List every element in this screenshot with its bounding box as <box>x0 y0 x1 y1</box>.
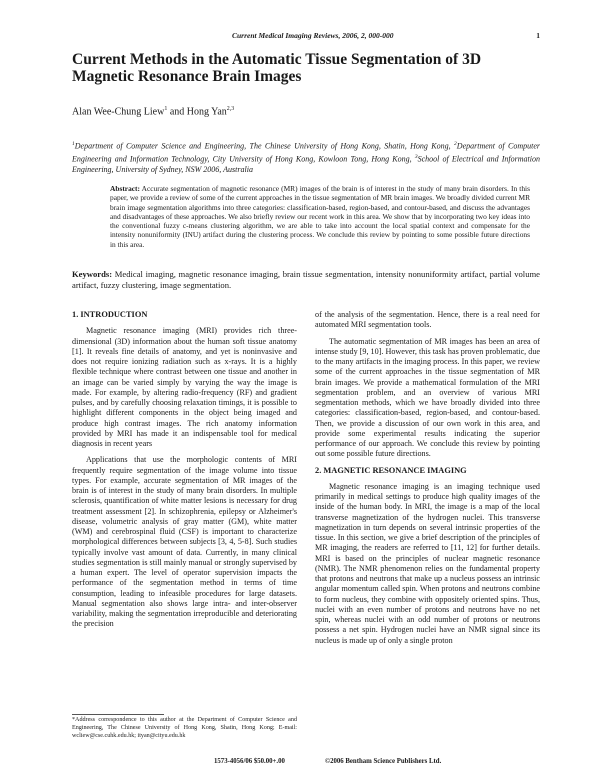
keywords-text: Medical imaging, magnetic resonance imaging, brain tissue segmentation, intensity nonuniformity artifact, partial volume artifact, fuzzy clustering, image segmentation. <box>72 269 540 290</box>
abstract-text: Accurate segmentation of magnetic resonance (MR) images of the brain is of interest in the study of many brain disorders. In this paper, we provide a review of some of the current approaches in the tissue segmentation of MR brain images. We broadly divided current MR brain image segmentation algorithms into three categories: classification-based, region-based, and contour-based, and discuss the advantages and disadvantages of these approaches. We also briefly review our recent work in this area. We show that by incorporating two key ideas into the conventional fuzzy c-means clustering algorithm, we are able to take into account the local spatial context and compensate for the intensity nonuniformity (INU) artifact during the clustering process. We conclude this review by pointing to some possible future directions in this area. <box>110 184 530 249</box>
keywords-label: Keywords: <box>72 269 113 279</box>
keywords <box>72 269 540 291</box>
paragraph: Magnetic resonance imaging (MRI) provides rich three-dimensional (3D) information about the human soft tissue anatomy [1]. It reveals fine details of anatomy, and yet is noninvasive and does not require ionizing radiation such as x-rays. It is a highly flexible technique where contrast between one tissue and another in an image can be varied simply by varying the way the image is made. For example, by altering radio-frequency (RF) and gradient pulses, and by carefully choosing relaxation timings, it is possible to highlight different components in the object being imaged and produce high contrast images. The rich anatomy information provided by MRI has made it an indispensable tool for medical diagnosis in recent years <box>72 326 297 448</box>
affil-mark: 1 <box>72 141 75 147</box>
affiliations <box>72 139 540 175</box>
author-conjunction: and <box>167 106 187 118</box>
paragraph: Magnetic resonance imaging is an imaging technique used primarily in medical settings to produce high quality images of the inside of the human body. In MRI, the image is a map of the local transverse magnetization of the hydrogen nuclei. This transverse magnetization in turn depends on several intrinsic properties of the tissue. In this section, we give a brief description of the principles of MR imaging, the readers are referred to [11, 12] for further details. MRI is based on the principles of nuclear magnetic resonance (NMR). The NMR phenomenon relies on the fundamental property that protons and neutrons that make up a nucleus possess an intrinsic angular momentum called spin. When protons and neutrons combine to form nucleus, they combine with oppositely oriented spins. Thus, nuclei with an even number of protons and neutrons have no net spin, whereas nuclei with an odd number of protons or neutrons possess a net spin. Hydrogen nuclei have an NMR signal since its nucleus is made up of only a single proton <box>315 481 540 645</box>
abstract-label: Abstract: <box>110 184 140 193</box>
copyright: ©2006 Bentham Science Publishers Ltd. <box>325 758 442 765</box>
affiliation: Department of Computer Science and Engineering, The Chinese University of Hong Kong, Shatin, Hong Kong, <box>74 141 451 151</box>
author-list <box>72 106 540 117</box>
correspondence-footnote: *Address correspondence to this author at the Department of Computer Science and Engineering, The Chinese University of Hong Kong, Shatin, Hong Kong; E-mail: wcliew@cse.cuhk.edu.hk; ityan@cityu.edu.hk <box>72 717 297 739</box>
author-name: Hong Yan <box>186 106 227 118</box>
author-affil-mark: 2,3 <box>226 106 235 112</box>
section-heading: 2. MAGNETIC RESONANCE IMAGING <box>315 465 467 475</box>
issn-price: 1573-4056/06 $50.00+.00 <box>214 758 285 765</box>
paragraph: of the analysis of the segmentation. Hence, there is a real need for automated MRI segmentation tools. <box>315 310 540 330</box>
abstract <box>110 184 530 249</box>
section-heading: 1. INTRODUCTION <box>72 310 148 319</box>
affil-mark: 2 <box>454 141 457 147</box>
author-name: Alan Wee-Chung Liew <box>72 106 165 118</box>
journal-citation: Current Medical Imaging Reviews, 2006, 2, 000-000 <box>232 31 394 40</box>
affiliation: Department of Computer Engineering and Information Technology, City University of Hong Kong, Kowloon Tong, Hong Kong, <box>72 141 541 164</box>
paper-title: Current Methods in the Automatic Tissue Segmentation of 3D Magnetic Resonance Brain Images <box>72 51 482 85</box>
page-number: 1 <box>536 31 540 40</box>
author-affil-mark: 1 <box>164 106 168 112</box>
right-column <box>315 310 540 652</box>
left-column <box>72 310 297 636</box>
paragraph: Applications that use the morphologic contents of MRI frequently require segmentation of the image volume into tissue types. For example, accurate segmentation of MR images of the brain is of interest in the study of many brain disorders. In multiple sclerosis, quantification of white matter lesions is necessary for drug treatment assessment [2]. In schizophrenia, epilepsy or Alzheimer's disease, volumetric analysis of gray matter (GM), white matter (WM) and cerebrospinal fluid (CSF) is important to characterize morphological differences between subjects [3, 4, 5-8]. Such studies typically involve vast amount of data. Currently, in many clinical studies segmentation is still mainly manual or strongly supervised by a human expert. The level of operator supervision impacts the performance of the segmentation method in terms of time consumption, leading to infeasible procedures for large datasets. Manual segmentation also shows large intra- and inter-observer variability, making the segmentation irreproducible and deteriorating the precision <box>72 455 297 629</box>
affil-mark: 3 <box>414 153 418 160</box>
affiliation: School of Electrical and Information Engineering, University of Sydney, NSW 2006, Australia <box>72 154 540 175</box>
paragraph: The automatic segmentation of MR images has been an area of intense study [9, 10]. However, this task has proven problematic, due to the many artifacts in the imaging process. In this paper, we review some of the current approaches in the tissue segmentation of MR brain images. We provide a mathematical formulation of the MRI segmentation problem, and an overview of various MRI segmentation methods, which we have broadly divided into three categories: classification-based, region-based, and contour-based. Then, we provide a discussion of our own work in this area, and provide some experimental results indicating the superior performance of our approach. We conclude this review by pointing out some possible future directions. <box>315 336 540 459</box>
footnote-divider <box>72 714 164 715</box>
